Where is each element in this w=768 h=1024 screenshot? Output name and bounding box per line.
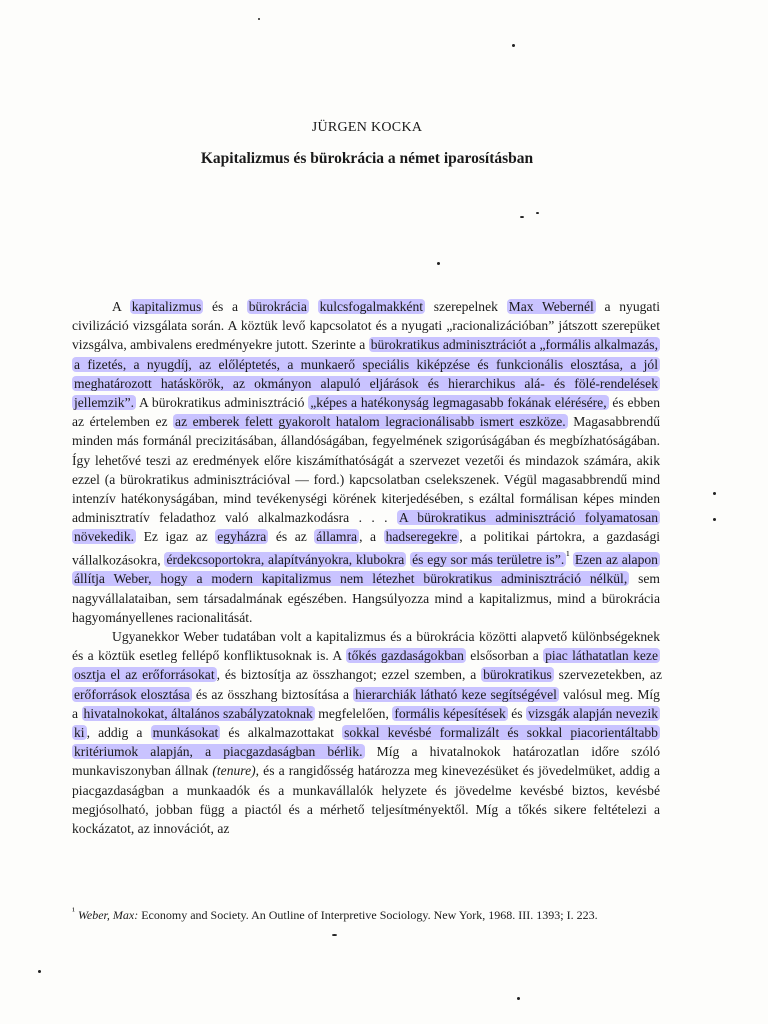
highlighted-phrase: tőkés gazdaságokban — [347, 648, 464, 664]
scan-speck — [517, 997, 520, 1000]
text-run: Magasabbrendű minden más formánál precizitásában, állandóságában, fegyelmének szigorúságában és megbízhatóságában. Így lehetővé teszi az eredmények előre kiszámíthatóságát a szervezet vezetői és mindazok számára, akik ezzel (a bürokratikus adminisztrációval — ford.) kapcsolatban cselekszenek. Végül magasabbrendű mind intenzív hatékonyságában, mind tevékenységi körének kiterjedésében, s ezáltal formálisan képes minden adminisztratív feladathoz való alkalmazkodásra . . . — [72, 414, 661, 526]
text-run: , addig a — [86, 725, 151, 740]
italic-term: (tenure) — [212, 763, 256, 779]
text-run: és a — [203, 299, 247, 314]
text-run: valósul meg. Míg a — [72, 686, 660, 721]
highlighted-phrase: hadseregekre — [385, 529, 458, 545]
highlighted-phrase: egyházra — [217, 529, 267, 545]
highlighted-phrase: formális képesítések — [394, 705, 506, 721]
text-run: sem nagyvállalataiban, sem társadalmának egészében. Hangsúlyozza mind a kapitalizmus, mind a bürokrácia hagyományellenes racionalitását. — [72, 571, 660, 625]
footnote-author: Weber, Max: — [78, 908, 139, 922]
text-run: szerepelnek — [425, 299, 507, 314]
text-run: és az összhang biztosítása a — [191, 686, 354, 702]
scan-speck — [38, 970, 41, 973]
highlighted-phrase: bürokratikus adminisztrációt a „formális alkalmazás, a fizetés, a nyugdíj, az előléptetés, a munkaerő speciális kiképzése és funkcionális elosztása, a jól meghatározott hatáskörök, az okmányon alapuló eljárások és hierarchikus alá- és fölé-rendelések jellemzik”. — [74, 337, 658, 411]
text-run: a nyugati civilizáció vizsgálata során. A köztük levő kapcsolatot és a nyugati „racionalizációban” játszott szerepüket vizsgálva, ambivalens eredményekre jutott. Szerinte a — [72, 299, 661, 353]
highlighted-phrase: az emberek felett gyakorolt hatalom legracionálisabb ismert eszköze. — [175, 414, 566, 430]
text-run: , és biztosítja az összhangot; ezzel szemben, a — [216, 667, 482, 683]
highlighted-phrase: vizsgák alapján nevezik ki — [74, 705, 659, 740]
highlighted-phrase: államra — [316, 529, 358, 545]
highlighted-phrase: bürokrácia — [248, 299, 307, 314]
highlighted-phrase: hierarchiák látható keze segítségével — [355, 686, 557, 702]
highlighted-phrase: kapitalizmus — [131, 299, 202, 314]
highlighted-phrase: erőforrások elosztása — [74, 686, 190, 702]
text-run: és ebben az értelemben ez — [72, 395, 660, 430]
text-run: elsősorban a — [465, 648, 544, 664]
text-run: , a — [359, 529, 384, 545]
text-run: A bürokratikus adminisztráció — [136, 395, 309, 411]
scan-speck — [332, 934, 337, 936]
text-run: és — [507, 705, 527, 721]
author-name: JÜRGEN KOCKA — [311, 120, 423, 135]
paragraph — [72, 297, 660, 627]
highlighted-phrase: A bürokratikus adminisztráció folyamatosan növekedik. — [74, 510, 659, 545]
text-run: Míg a hivatalnokok határozatlan időre szóló munkaviszonyban állnak — [72, 744, 660, 779]
text-run: és az — [268, 529, 315, 545]
highlighted-phrase: „képes a hatékonyság legmagasabb fokának elérésére, — [310, 395, 607, 411]
text-run: szervezetekben, az — [553, 667, 662, 683]
text-run: , és a rangidősség határozza meg kinevezésüket és jövedelmüket, addig a piacgazdaságban a munkaadók és a munkavállalók helyzete és jövedelme kevésbé biztos, kevésbé megjósolható, jobban függ a piactól és a mérhető teljesítményektől. Míg a tőkés sikere feltételezi a kockázatot, az innovációt, az — [72, 763, 660, 837]
highlighted-phrase: és egy sor más területre is”. — [412, 552, 565, 568]
text-run — [309, 299, 318, 314]
highlighted-phrase: bürokratikus — [483, 667, 552, 683]
text-run: A — [112, 299, 130, 314]
text-run: megfelelően, — [314, 705, 393, 721]
text-run: Ez igaz az — [136, 529, 216, 545]
paragraph — [72, 627, 660, 838]
text-run: Ugyanekkor Weber tudatában volt a kapitalizmus és a bürokrácia közötti alapvető különbségeknek és a köztük esetleg fellépő konfliktusoknak is. A — [72, 628, 660, 664]
highlighted-phrase: Ezen az alapon állítja Weber, hogy a modern kapitalizmus nem létezhet bürokratikus adminisztráció nélkül, — [74, 552, 658, 587]
scan-speck — [258, 18, 260, 20]
highlighted-phrase: sokkal kevésbé formalizált és sokkal piacorientáltabb kritériumok alapján, a piacgazdaságban bérlik. — [74, 725, 658, 760]
scan-speck — [512, 44, 515, 47]
highlighted-phrase: kulcsfogalmakként — [319, 299, 424, 314]
footnote-reference: ¹ — [566, 549, 573, 562]
scan-speck — [713, 492, 716, 495]
footnote — [72, 903, 662, 924]
article-title: Kapitalizmus és bürokrácia a német iparosításban — [200, 150, 534, 167]
footnote-marker: ¹ — [72, 906, 75, 917]
footnote-text: Economy and Society. An Outline of Interpretive Sociology. New York, 1968. III. 1393; I. 223. — [138, 908, 598, 922]
highlighted-phrase: hivatalnokokat, általános szabályzatoknak — [83, 705, 313, 721]
scan-speck — [520, 216, 524, 218]
scan-speck — [536, 212, 539, 214]
highlighted-phrase: munkásokat — [152, 725, 219, 740]
highlighted-phrase: Max Webernél — [508, 299, 594, 314]
highlighted-phrase: érdekcsoportokra, alapítványokra, klubokra — [166, 552, 405, 568]
scan-speck — [713, 518, 716, 521]
highlighted-phrase: piac láthatatlan keze osztja el az erőforrásokat — [74, 648, 658, 683]
article-body — [72, 297, 660, 838]
scan-speck — [437, 262, 440, 265]
text-run: , a politikai pártokra, a gazdasági vállalkozásokra, — [72, 529, 661, 568]
text-run: és alkalmazottakat — [220, 725, 343, 740]
